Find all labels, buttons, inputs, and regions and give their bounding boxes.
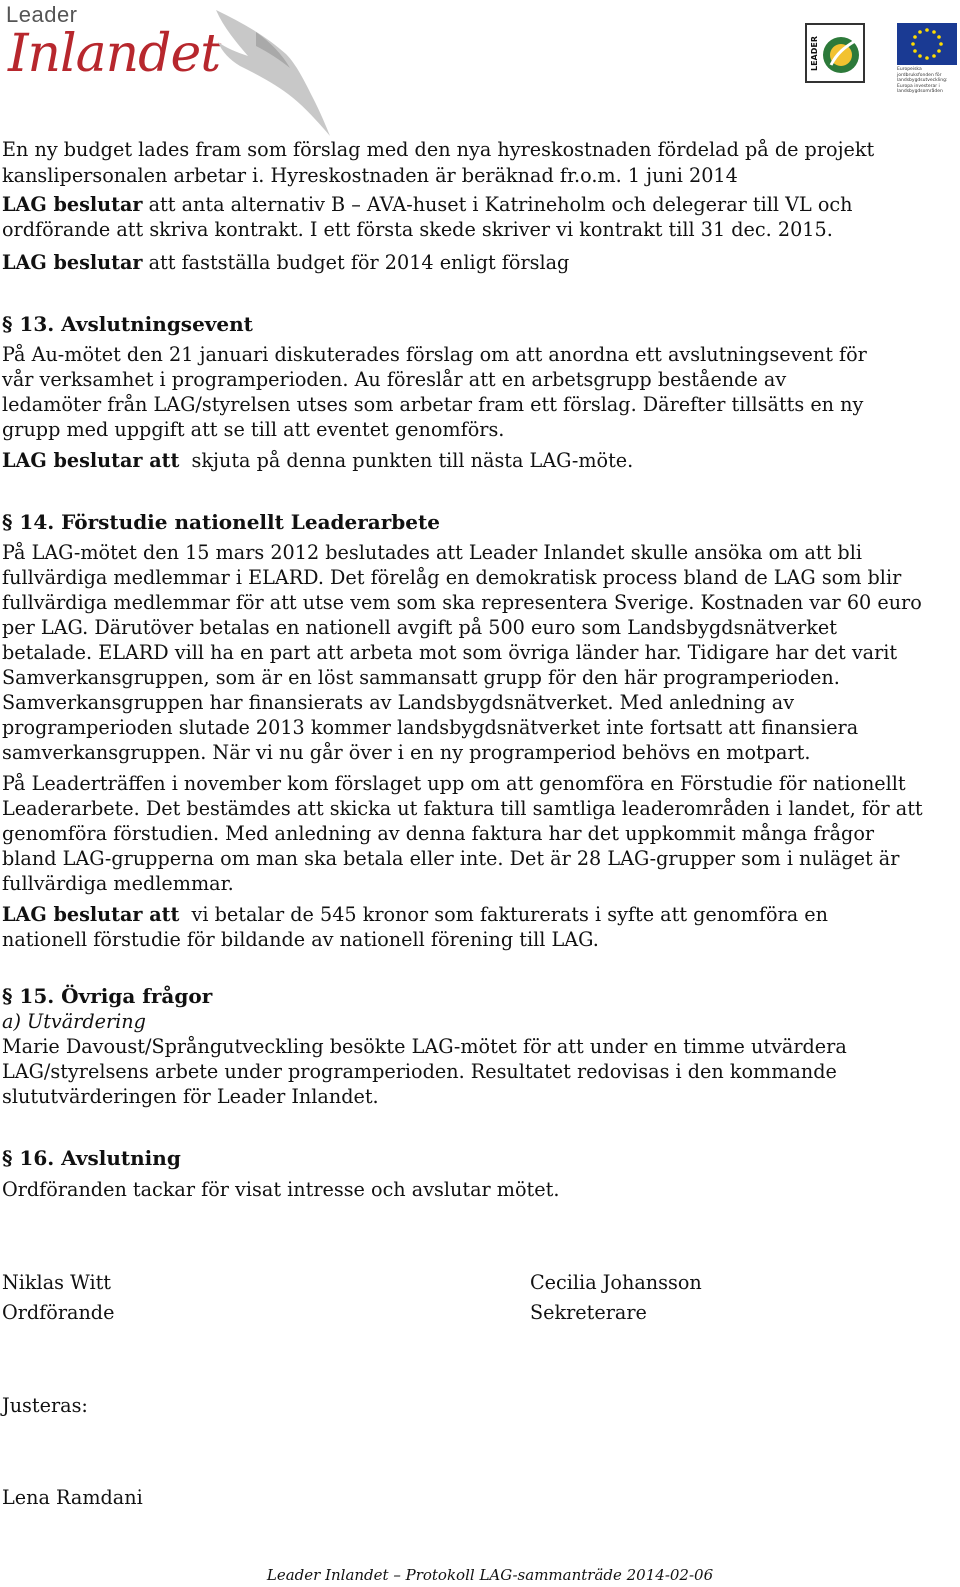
- section-16-heading: § 16. Avslutning: [2, 1146, 181, 1170]
- section-14-line: fullvärdiga medlemmar i ELARD. Det förelåg en demokratisk process bland de LAG som blir: [2, 566, 902, 589]
- decision-paragraph: [2, 192, 932, 217]
- section-15-line: slututvärderingen för Leader Inlandet.: [2, 1085, 379, 1108]
- section-14-line: genomföra förstudien. Med anledning av denna faktura har det uppkommit många frågor: [2, 822, 875, 845]
- leader-emblem-icon: [807, 25, 863, 81]
- logo-small-text: Leader: [6, 2, 78, 27]
- decision-text: att anta alternativ B – AVA-huset i Katrineholm och delegerar till VL och: [142, 193, 853, 216]
- section-13-line: På Au-mötet den 21 januari diskuterades förslag om att anordna ett avslutningsevent för: [2, 343, 867, 366]
- section-13-decision: [2, 448, 932, 473]
- section-14-line: Samverkansgruppen har finansierats av Landsbygdsnätverket. Med anledning av: [2, 691, 795, 714]
- section-15-heading: § 15. Övriga frågor: [2, 984, 213, 1008]
- page-footer: Leader Inlandet – Protokoll LAG-sammanträde 2014-02-06: [266, 1566, 714, 1584]
- section-14-line: fullvärdiga medlemmar för att utse vem som ska representera Sverige. Kostnaden var 60 euro: [2, 591, 922, 614]
- section-14-line: betalade. ELARD vill ha en part att arbeta mot som övriga länder har. Tidigare har det varit: [2, 641, 898, 664]
- signature-right-name: Cecilia Johansson: [530, 1271, 702, 1294]
- decision-paragraph: [2, 250, 932, 275]
- section-16-text: Ordföranden tackar för visat intresse och avslutar mötet.: [2, 1178, 560, 1201]
- signature-left-name: Niklas Witt: [2, 1271, 112, 1294]
- signature-left-role: Ordförande: [2, 1301, 115, 1324]
- section-13-line: grupp med uppgift att se till att eventet genomförs.: [2, 418, 505, 441]
- section-14-line: bland LAG-grupperna om man ska betala eller inte. Det är 28 LAG-grupper som i nuläget är: [2, 847, 900, 870]
- eagle-icon: [196, 2, 336, 138]
- decision-text: skjuta på denna punkten till nästa LAG-möte.: [179, 449, 634, 472]
- section-13-line: vår verksamhet i programperioden. Au föreslår att en arbetsgrupp bestående av: [2, 368, 787, 391]
- section-14-decision-line: nationell förstudie för bildande av nationell förening till LAG.: [2, 928, 599, 951]
- intro-line: En ny budget lades fram som förslag med den nya hyreskostnaden fördelad på de projekt: [2, 138, 875, 161]
- leader-logo-text: LEADER: [810, 35, 819, 71]
- leader-inlandet-logo: [6, 2, 336, 138]
- section-14-line: samverkansgruppen. När vi nu går över i en ny programperiod behövs en motpart.: [2, 741, 811, 764]
- signature-right-role: Sekreterare: [530, 1301, 647, 1324]
- section-13-heading: § 13. Avslutningsevent: [2, 312, 253, 336]
- section-14-line: fullvärdiga medlemmar.: [2, 872, 234, 895]
- logo-big-text: Inlandet: [8, 24, 221, 84]
- adjuster-name: Lena Ramdani: [2, 1486, 143, 1509]
- intro-line: kanslipersonalen arbetar i. Hyreskostnaden är beräknad fr.o.m. 1 juni 2014: [2, 164, 738, 187]
- decision-label: LAG beslutar att: [2, 449, 180, 472]
- section-14-line: På Leaderträffen i november kom förslaget upp om att genomföra en Förstudie för nationellt: [2, 772, 906, 795]
- decision-label: LAG beslutar: [2, 251, 143, 274]
- section-14-line: per LAG. Därutöver betalas en nationell avgift på 500 euro som Landsbygdsnätverket: [2, 616, 837, 639]
- section-15-line: Marie Davoust/Språngutveckling besökte LAG-mötet för att under en timme utvärdera: [2, 1035, 847, 1058]
- section-15-subheading: a) Utvärdering: [2, 1010, 146, 1033]
- section-14-heading: § 14. Förstudie nationellt Leaderarbete: [2, 510, 440, 534]
- section-14-line: programperioden slutade 2013 kommer landsbygdsnätverket inte fortsatt att finansiera: [2, 716, 859, 739]
- section-13-line: ledamöter från LAG/styrelsen utses som arbetar fram ett förslag. Därefter tillsätts en ny: [2, 393, 864, 416]
- section-15-line: LAG/styrelsens arbete under programperioden. Resultatet redovisas i den kommande: [2, 1060, 837, 1083]
- section-14-line: Leaderarbete. Det bestämdes att skicka ut faktura till samtliga leaderområden i landet, för att: [2, 797, 923, 820]
- adjust-label: Justeras:: [2, 1394, 88, 1417]
- leader-logo: [805, 23, 865, 83]
- eu-fund-caption: Europeiska jordbruksfonden för landsbygdsutveckling: Europa investerar i landsbygdsområden: [897, 67, 948, 94]
- decision-text: att fastställa budget för 2014 enligt förslag: [142, 251, 570, 274]
- decision-label: LAG beslutar att: [2, 903, 180, 926]
- decision-text: vi betalar de 545 kronor som fakturerats i syfte att genomföra en: [179, 903, 828, 926]
- section-14-line: Samverkansgruppen, som är en löst sammansatt grupp för den här programperioden.: [2, 666, 840, 689]
- decision-paragraph-line: ordförande att skriva kontrakt. I ett första skede skriver vi kontrakt till 31 dec. 2015.: [2, 218, 833, 241]
- eu-flag-icon: [897, 23, 957, 65]
- decision-label: LAG beslutar: [2, 193, 143, 216]
- section-14-decision: [2, 902, 932, 927]
- section-14-line: På LAG-mötet den 15 mars 2012 beslutades att Leader Inlandet skulle ansöka om att bli: [2, 541, 862, 564]
